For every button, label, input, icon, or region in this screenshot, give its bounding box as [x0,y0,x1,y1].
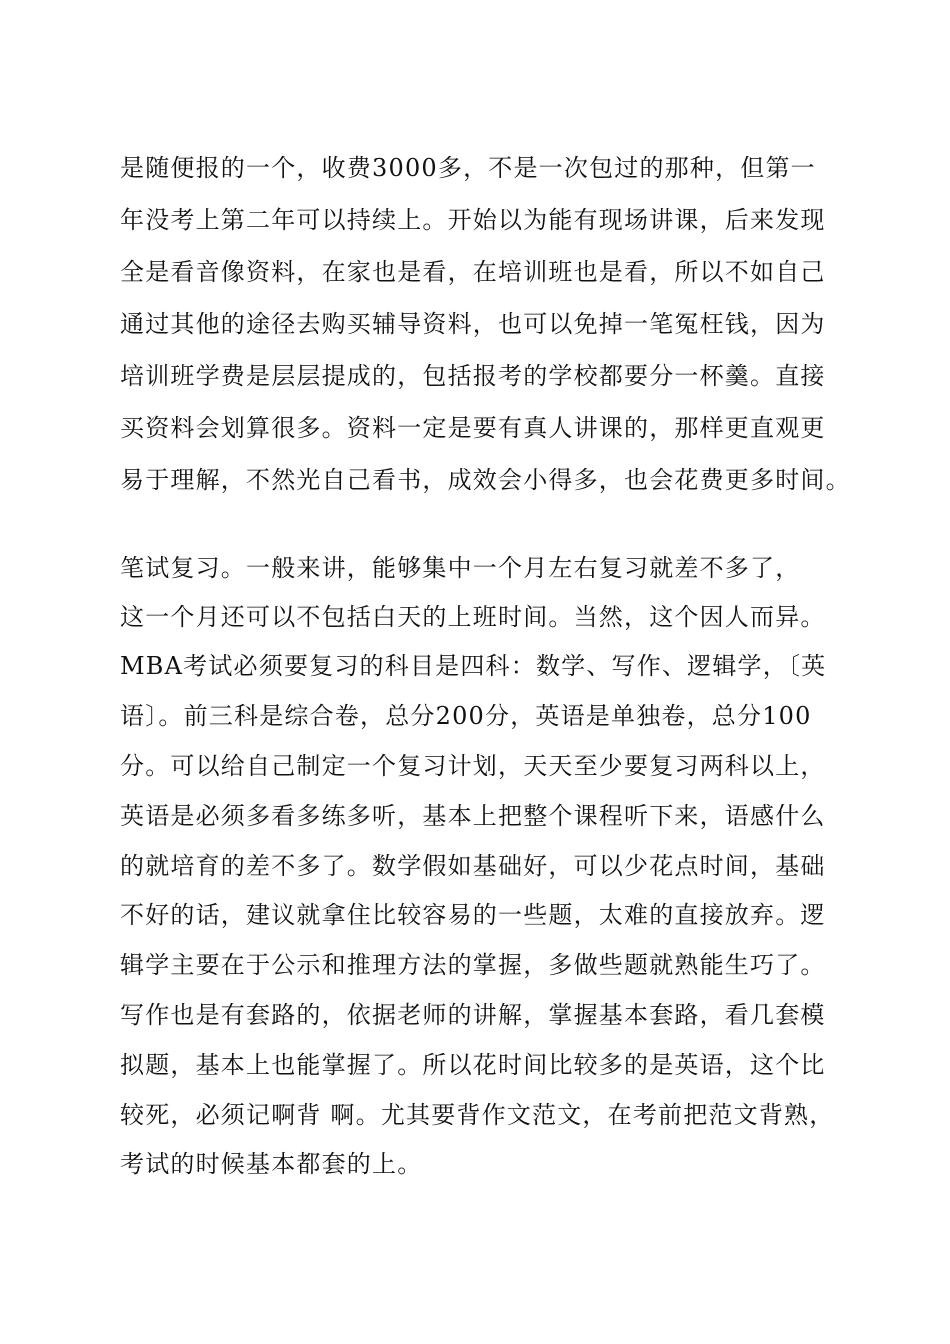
text-line: 易于理解，不然光自己看书，成效会小得多，也会花费更多时间。 [120,466,851,494]
text-line: 写作也是有套路的，依据老师的讲解，掌握基本套路，看几套模 [120,1001,826,1029]
text-line: 是随便报的一个，收费3000多，不是一次包过的那种，但第一 [120,154,816,182]
text-line: MBA考试必须要复习的科目是四科：数学、写作、逻辑学，〔英 [120,652,827,680]
text-line: 较死，必须记啊背 啊。尤其要背作文范文，在考前把范文背熟， [120,1101,835,1129]
text-line: 不好的话，建议就拿住比较容易的一些题，太难的直接放弃。逻 [120,901,826,929]
text-line: 年没考上第二年可以持续上。开始以为能有现场讲课，后来发现 [120,206,826,234]
text-line: 语〕。前三科是综合卷，总分200分，英语是单独卷，总分100 [120,702,812,730]
text-line: 全是看音像资料，在家也是看，在培训班也是看，所以不如自己 [120,258,826,286]
text-line: 英语是必须多看多练多听，基本上把整个课程听下来，语感什么 [120,802,826,830]
text-line: 的就培育的差不多了。数学假如基础好，可以少花点时间，基础 [120,852,826,880]
text-line: 通过其他的途径去购买辅导资料，也可以免掉一笔冤枉钱，因为 [120,310,826,338]
text-line: 辑学主要在于公示和推理方法的掌握，多做些题就熟能生巧了。 [120,951,826,979]
text-line: 笔试复习。一般来讲，能够集中一个月左右复习就差不多了， [120,554,801,582]
text-line: 买资料会划算很多。资料一定是要有真人讲课的，那样更直观更 [120,414,826,442]
text-line: 拟题，基本上也能掌握了。所以花时间比较多的是英语，这个比 [120,1051,826,1079]
text-line: 这一个月还可以不包括白天的上班时间。当然，这个因人而异。 [120,603,826,631]
text-line: 考试的时候基本都套的上。 [120,1150,423,1178]
text-line: 培训班学费是层层提成的，包括报考的学校都要分一杯羹。直接 [120,362,826,390]
text-line: 分。可以给自己制定一个复习计划，天天至少要复习两科以上， [120,752,826,780]
